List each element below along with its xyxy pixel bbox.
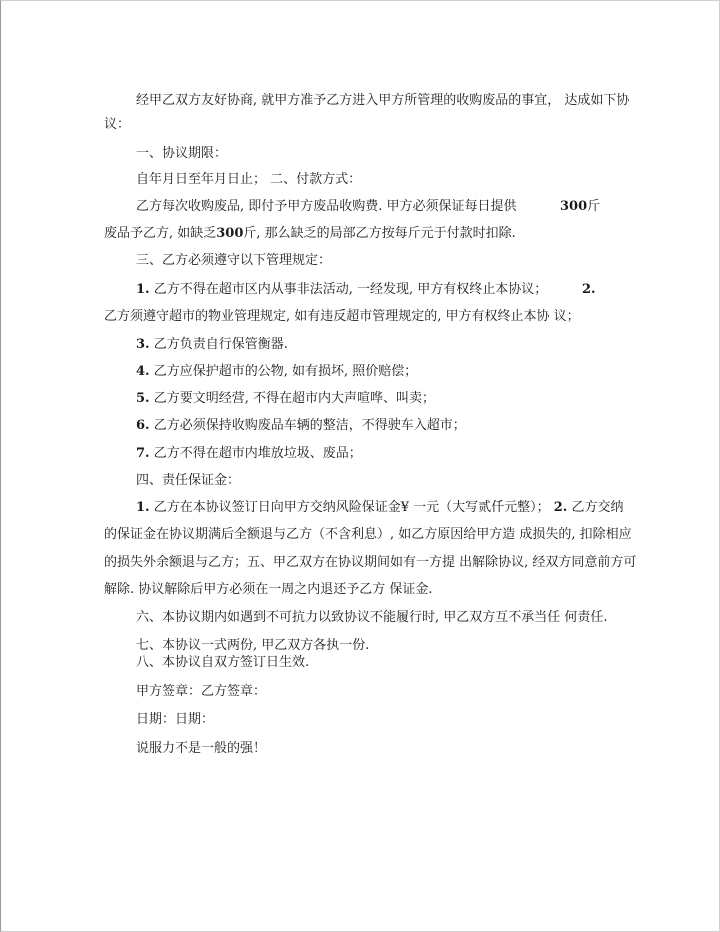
section-8: 八、本协议自双方签订日生效. (136, 655, 310, 670)
deposit-item-2-text: 乙方交纳 (571, 500, 624, 515)
rule-1-number: 1. (136, 282, 150, 297)
deposit-line-2: 的保证金在协议期满后全额退与乙方（不含利息）, 如乙方原因给甲方造 成损失的, 扣除相应 (104, 527, 632, 542)
deposit-item-2-number: 2. (553, 500, 568, 515)
payment-line-2-text-a: 废品予乙方, 如缺乏 (104, 226, 217, 241)
payment-daily-amount: 300 (560, 199, 588, 214)
rule-6-text: 乙方必须保持收购废品车辆的整洁，不得驶车入超市； (153, 418, 466, 433)
deposit-item-1-number: 1. (136, 500, 150, 515)
rule-4-number: 4. (136, 364, 150, 379)
rule-4 (136, 364, 417, 380)
payment-line-2-text-b: 斤, 那么缺乏的局部乙方按每斤元于付款时扣除. (243, 226, 516, 241)
section-6: 六、本协议期内如遇到不可抗力以致协议不能履行时, 甲乙双方互不承当任 何责任. (136, 610, 608, 625)
rule-2-text: 乙方须遵守超市的物业管理规定, 如有违反超市管理规定的, 甲方有权终止本协 议； (104, 309, 580, 324)
rule-3-number: 3. (136, 337, 150, 352)
rule-6-number: 6. (136, 418, 150, 433)
deposit-line-3: 的损失外余额退与乙方；五、甲乙双方在协议期间如有一方提 出解除协议, 经双方同意前方可 (104, 555, 637, 570)
section-4-title: 四、责任保证金： (136, 473, 241, 488)
rule-6 (136, 418, 466, 434)
section-1-period-and-section-2-title: 自年月日至年月日止； 二、付款方式： (136, 172, 362, 187)
rule-7 (136, 446, 362, 462)
intro-line-2: 议： (104, 117, 131, 132)
rule-5-number: 5. (136, 391, 150, 406)
deposit-line-4: 解除. 协议解除后甲方必须在一周之内退还予乙方 保证金. (104, 582, 433, 597)
section-1-title: 一、协议期限： (136, 146, 228, 161)
rule-5 (136, 391, 435, 407)
payment-line-1-text: 乙方每次收购废品, 即付予甲方废品收购费. 甲方必须保证每日提供 (136, 199, 517, 214)
signature-line: 甲方签章：乙方签章： (136, 684, 267, 699)
rule-2-number: 2. (582, 282, 596, 297)
rule-7-text: 乙方不得在超市内堆放垃圾、废品； (153, 446, 362, 461)
section-7: 七、本协议一式两份, 甲乙双方各执一份. (136, 638, 370, 653)
section-3-title: 三、乙方必须遵守以下管理规定： (136, 253, 332, 268)
deposit-item-1-text: 乙方在本协议签订日向甲方交纳风险保证金¥ 一元（大写贰仟元整）； (153, 500, 550, 515)
payment-shortage-amount: 300 (216, 226, 244, 241)
closing-remark: 说服力不是一般的强！ (136, 741, 267, 756)
date-line: 日期：日期： (136, 712, 215, 727)
rule-3 (136, 337, 288, 353)
rule-7-number: 7. (136, 446, 150, 461)
rule-5-text: 乙方要文明经营, 不得在超市内大声喧哗、叫卖； (153, 391, 435, 406)
rule-1-text: 乙方不得在超市区内从事非法活动, 一经发现, 甲方有权终止本协议； (153, 282, 548, 297)
intro-line-1: 经甲乙双方友好协商, 就甲方准予乙方进入甲方所管理的收购废品的事宜， 达成如下协 (136, 93, 630, 108)
payment-unit: 斤 (587, 199, 601, 214)
rule-3-text: 乙方负责自行保管衡器. (153, 337, 288, 352)
payment-line-1 (136, 199, 601, 215)
payment-line-1-tail (560, 199, 600, 215)
payment-line-2 (104, 226, 516, 242)
deposit-line-1 (136, 500, 624, 516)
rule-4-text: 乙方应保护超市的公物, 如有损坏, 照价赔偿； (153, 364, 418, 379)
rule-1 (136, 282, 596, 298)
